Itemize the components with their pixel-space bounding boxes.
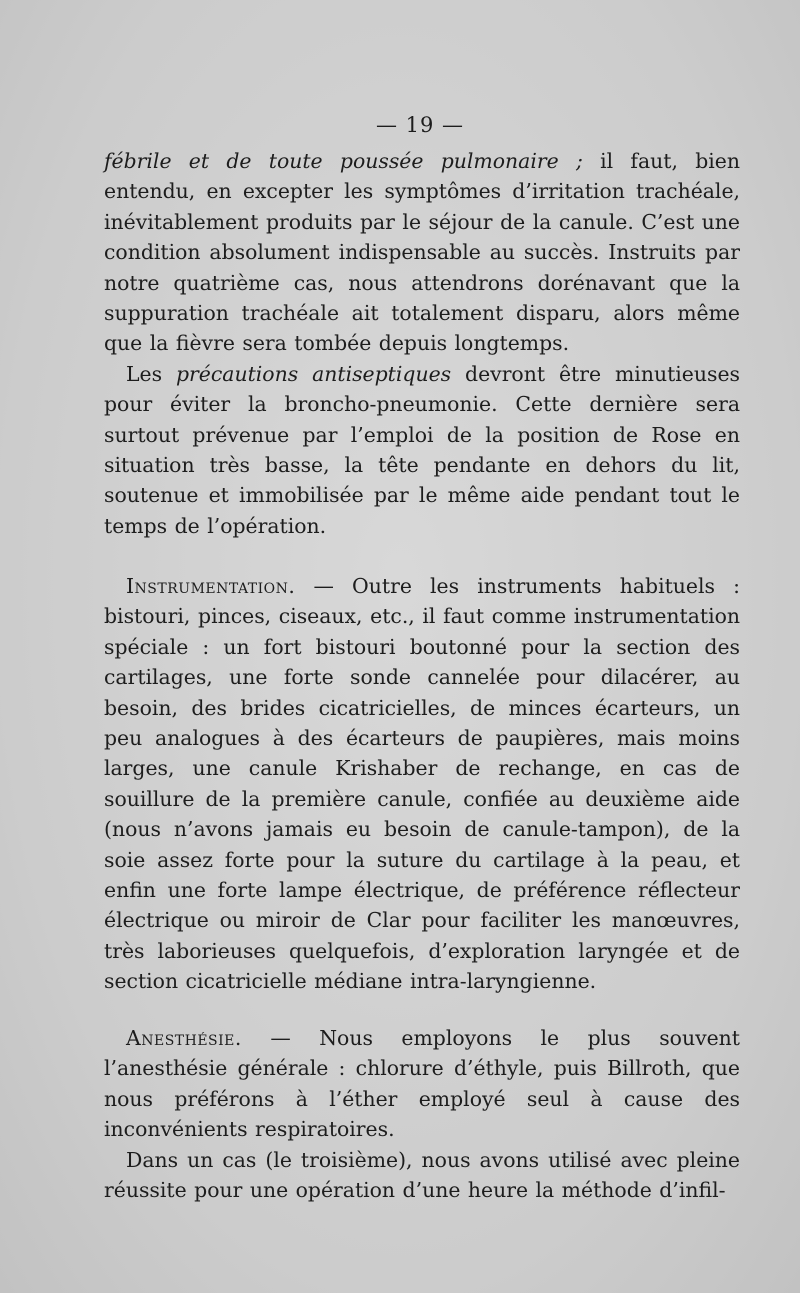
italic-antiseptic-phrase: précautions antiseptiques [176,361,452,386]
paragraph-fever-text: il faut, bien entendu, en excepter les symptômes d’irritation trachéale, inévitablement produits par le séjour de la canule. C’est une condition absolument indispensable au succès. Instruits par notre quatrième cas, nous attendrons dorénavant que la suppuration trachéale ait totalement disparu, alors même que la fièvre sera tombée depuis longtemps. [104,149,740,356]
paragraph-instrumentation-text: — Outre les instruments habituels : bistouri, pinces, ciseaux, etc., il faut comme instrumentation spéciale : un fort bistouri boutonné pour la section des cartilages, une forte sonde cannelée pour dilacérer, au besoin, des brides cicatricielles, de minces écarteurs, un peu analogues à des écarteurs de paupières, mais moins larges, une canule Krishaber de rechange, en cas de souillure de la première canule, confiée au deuxième aide (nous n’avons jamais eu besoin de canule-tampon), de la soie assez forte pour la suture du cartilage à la peau, et enfin une forte lampe électrique, de préférence réflecteur électrique ou miroir de Clar pour faciliter les manœuvres, très laborieuses quelquefois, d’exploration laryngée et de section cicatricielle médiane intra-laryngienne. [104,574,740,994]
italic-fever-phrase: fébrile et de toute poussée pulmonaire ; [104,149,583,173]
paragraph-antiseptic-start: Les [126,361,176,386]
paragraph-instrumentation [104,571,740,997]
paragraph-anesthesia [104,1023,740,1145]
section-postoperative [104,146,740,541]
heading-anesthesia: Anesthésie. [126,1026,242,1050]
paragraph-antiseptic-text: devront être minutieuses pour éviter la broncho-pneumonie. Cette dernière sera surtout prévenue par l’emploi de la position de Rose en situation très basse, la tête pendante en dehors du lit, soutenue et immobilisée par le même aide pendant tout le temps de l’opération. [104,361,740,538]
paragraph-antiseptic [104,359,740,541]
section-instrumentation [104,571,740,997]
paragraph-infiltration [104,1145,740,1206]
section-anesthesia [104,1023,740,1205]
paragraph-fever [104,146,740,359]
paragraph-infiltration-text: Dans un cas (le troisième), nous avons utilisé avec pleine réussite pour une opération d’une heure la méthode d’infil- [104,1147,740,1203]
page-number: — 19 — [375,113,465,137]
heading-instrumentation: Instrumentation. [126,574,296,598]
paragraph-anesthesia-text: — Nous employons le plus souvent l’anesthésie générale : chlorure d’éthyle, puis Billroth, que nous préférons à l’éther employé seul à cause des inconvénients respiratoires. [104,1026,740,1142]
